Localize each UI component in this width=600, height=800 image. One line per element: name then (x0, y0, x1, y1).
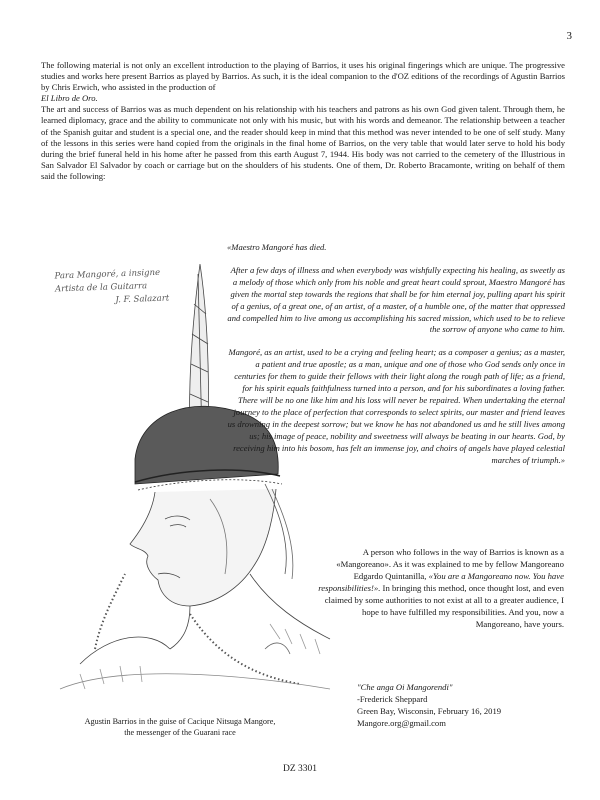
page-footer: DZ 3301 (282, 764, 318, 774)
intro-text (41, 60, 565, 182)
closing-quote: «You are a Mangoreano now. You have responsibilities!». (318, 571, 564, 593)
signoff-email: Mangore.org@gmail.com (357, 718, 446, 728)
quote-paragraph-1: After a few days of illness and when everybody was wishfully expecting his healing, as sweetly as a melody of those which only from his noble and great heart could sprout, Maestro Mangoré has given the mortal step towards the regions that shall be for him eternal joy, pulling apart his spirit of a genius, of a great one, of an artist, of a master, of a humble one, of the matter that oppressed and compelled him to live among us accomplishing his sacred mission, which used to be to relieve the sorrow of anyone who came to him. (227, 264, 565, 335)
book-title: El Libro de Oro. (41, 93, 98, 104)
closing-paragraph (318, 546, 564, 630)
portrait-caption (40, 717, 320, 738)
dedication-line-2: Artista de la Guitarra (54, 281, 148, 295)
quote-paragraph-2: Mangoré, as an artist, used to be a crying and feeling heart; as a composer a genius; as a master, a patient and true apostle; as a man, unique and one of those who God sends only once in centuries for them to guide their fellows with their light along the rough path of life; as a friend, for his spirit equals faithfulness turned into a person, and for his subordinates a loving father. There will be no one like him and his loss will never be repaired. When undertaking the eternal journey to the place of perfection that corresponds to select spirits, our master and friend leaves us drowning in the deepest sorrow; but we know he has not abandoned us and he still lives among us; his image of peace, nobility and sweetness will always be beating in our hearts. God, by receiving him into his bosom, has felt an immense joy, and choirs of angels have played celestial marches of triumph.» (227, 347, 565, 465)
quote-opening: «Maestro Mangoré has died. (227, 242, 327, 252)
caption-line-2: the messenger of the Guarani race (124, 727, 236, 737)
page-number: 3 (566, 30, 572, 42)
intro-paragraph-1 (41, 60, 565, 104)
closing-text (318, 546, 564, 630)
caption-line-1: Agustin Barrios in the guise of Cacique Nitsuga Mangore, (84, 717, 276, 726)
intro-paragraph-2: The art and success of Barrios was as much dependent on his relationship with his teachers and patrons as his own God given talent. Through them, he learned diplomacy, grace and the ability to communicate not only with his music, but with his words and demeanor. The relationship between a teacher of the Spanish guitar and student is a special one, and the reader should keep in mind that this method was never intended to be one of self study. Many of the lessons in this series were hand copied from the originals in the final home of Barrios, on the very table that would later serve to hold his body during the brief funeral held in his home after he passed from this earth August 7, 1944. His body was not carried to the cemetery of the Illustrious in San Salvador El Salvador by coach or carriage but on the shoulders of his students. One of them, Dr. Roberto Bracamonte, writing on behalf of them said the following: (41, 104, 565, 181)
dedication-signature: J. F. Salazart (115, 293, 170, 306)
closing-text-a: A person who follows in the way of Barrios is known as a «Mangoreano». As it was explained to me by fellow Mangoreano Edgardo Quintanilla, (336, 547, 564, 581)
intro-p1-text: The following material is not only an excellent introduction to the playing of Barrios, it uses his original fingerings which are unique. The progressive studies and works here present Barrios as played by Barrios. As such, it is the ideal companion to the d'OZ editions of the recordings of Agustin Barrios by Chris Erwich, who assisted in the production of (41, 60, 565, 93)
signoff-place-date: Green Bay, Wisconsin, February 16, 2019 (357, 706, 502, 716)
signoff (357, 681, 557, 729)
dedication-line-1: Para Mangoré, a insigne (54, 267, 161, 282)
closing-text-b: In bringing this method, once thought lost, and even claimed by some authorities to not exist at all to a greater audience, I hope to have fulfilled my responsibilities. And you, now a Mangoreano, have yours. (324, 583, 564, 629)
portrait-dedication (54, 266, 195, 310)
signoff-author: -Frederick Sheppard (357, 694, 428, 704)
signoff-motto: "Che anga Oi Mangorendi" (357, 682, 453, 692)
eulogy-quote (227, 242, 565, 477)
